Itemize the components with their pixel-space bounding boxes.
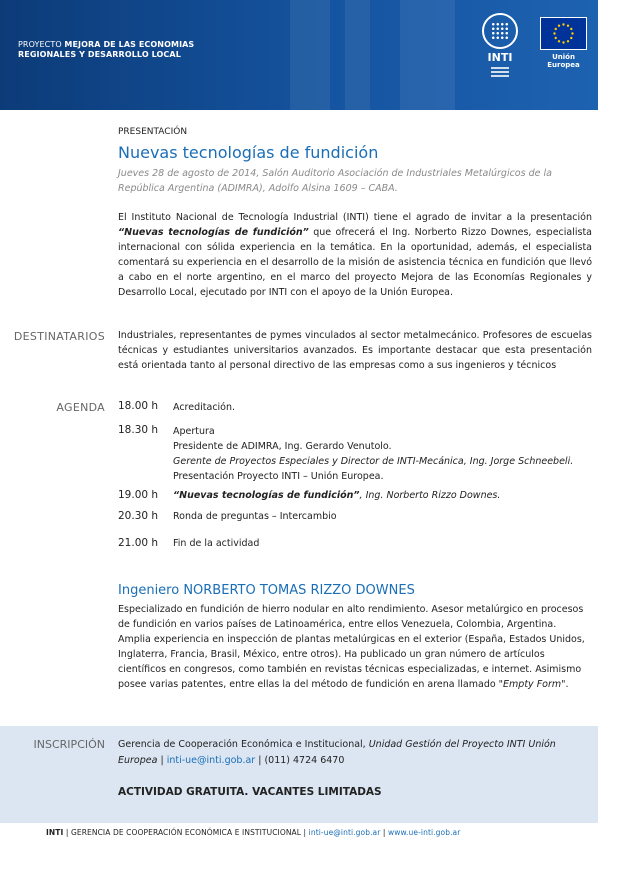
bio-title: Ingeniero NORBERTO TOMAS RIZZO DOWNES [118, 583, 415, 598]
label-inscripcion: INSCRIPCIÓN [33, 738, 105, 751]
destinatarios-text: Industriales, representantes de pymes vinculados al sector metalmecánico. Profesores de escuelas técnicas y estudiantes universitarios avanzados. Es importante destacar que esta presentación está orientada tanto al personal directivo de las empresas como a sus ingenieros y técnicos [118, 330, 592, 371]
agenda-item: “Nuevas tecnologías de fundición”, Ing. Norberto Rizzo Downes. [173, 490, 501, 501]
agenda-time: 20.30 h [118, 510, 159, 522]
eu-star-icon [567, 40, 569, 42]
registration-email-link[interactable]: inti-ue@inti.gob.ar [166, 755, 256, 766]
banner-decoration [345, 0, 370, 110]
eu-star-icon [555, 28, 557, 30]
footer-contact: INTI | GERENCIA DE COOPERACIÓN ECONÓMICA E INSTITUCIONAL | inti-ue@inti.gob.ar | www.ue-inti.gob.ar [46, 828, 461, 837]
eu-star-icon [553, 32, 555, 34]
agenda-time: 19.00 h [118, 489, 159, 501]
footer-email-link[interactable]: inti-ue@inti.gob.ar [308, 828, 381, 837]
intro-paragraph: El Instituto Nacional de Tecnología Industrial (INTI) tiene el agrado de invitar a la presentación “Nuevas tecnologías de fundición” que ofrecerá el Ing. Norberto Rizzo Downes, especialista internacional con sólida experiencia en la temática. En la oportunidad, además, el especialista comentará su experiencia en el desarrollo de la misión de asistencia técnica en fundición que llevó a cabo en el norte argentino, en el marco del proyecto Mejora de las Economías Regionales y Desarrollo Local, ejecutado por INTI con el apoyo de la Unión Europea. [118, 212, 592, 298]
registration-phone: (011) 4724 6470 [264, 755, 345, 766]
footer-web-link[interactable]: www.ue-inti.gob.ar [388, 828, 461, 837]
eu-star-icon [570, 37, 572, 39]
free-activity-notice: ACTIVIDAD GRATUITA. VACANTES LIMITADAS [118, 786, 382, 798]
agenda-item: Apertura Presidente de ADIMRA, Ing. Gerardo Venutolo. Gerente de Proyectos Especiales y Director de INTI-Mecánica, Ing. Jorge Schneebeli. Presentación Proyecto INTI – Unión Europea. [173, 426, 574, 482]
event-details: Jueves 28 de agosto de 2014, Salón Auditorio Asociación de Industriales Metalúrgicos de la República Argentina (ADIMRA), Adolfo Alsina 1609 – CABA. [118, 168, 552, 194]
project-name: PROYECTO MEJORA DE LAS ECONOMIAS REGIONALES Y DESARROLLO LOCAL [18, 40, 195, 59]
agenda-item: Fin de la actividad [173, 538, 260, 549]
eu-star-icon [555, 37, 557, 39]
eu-star-icon [558, 40, 560, 42]
inti-logo-text: INTI [487, 51, 513, 64]
eu-star-icon [570, 28, 572, 30]
eu-star-icon [571, 32, 573, 34]
label-destinatarios: DESTINATARIOS [13, 330, 105, 343]
agenda-time: 18.30 h [118, 424, 159, 436]
header-banner [0, 0, 598, 110]
page-title: Nuevas tecnologías de fundición [118, 143, 379, 162]
eu-flag-icon [540, 17, 587, 50]
bio-text: Especializado en fundición de hierro nodular en alto rendimiento. Asesor metalúrgico en procesos de fundición en varios países de Latinoamérica, entre ellos Venezuela, Colombia, Argentina. Amplia experiencia en inspección de plantas metalúrgicas en el exterior (España, Estados Unidos, Inglaterra, Francia, Brasil, México, entre otros). Ha publicado un gran número de artículos científicos en congresos, como también en revistas técnicas especializadas, e internet. Asimismo posee varias patentes, entre ellas la del método de fundición en arena llamado "Empty Form". [118, 604, 585, 690]
label-agenda: AGENDA [56, 401, 105, 414]
eu-logo [540, 17, 587, 69]
inti-logo [482, 13, 518, 79]
eu-star-icon [562, 23, 564, 25]
agenda-item: Ronda de preguntas – Intercambio [173, 511, 337, 522]
agenda-item: Acreditación. [173, 402, 236, 413]
eu-logo-text: Unión Europea [547, 53, 580, 69]
agenda-time: 21.00 h [118, 537, 159, 549]
eu-star-icon [567, 25, 569, 27]
eu-star-icon [562, 41, 564, 43]
agenda-time: 18.00 h [118, 400, 159, 412]
inti-logo-icon [482, 13, 518, 49]
eu-star-icon [558, 25, 560, 27]
registration-info: Gerencia de Cooperación Económica e Institucional, Unidad Gestión del Proyecto INTI Unión Europea | inti-ue@inti.gob.ar | (011) 4724 6470 [118, 739, 556, 766]
banner-decoration [290, 0, 330, 110]
banner-decoration [400, 0, 455, 110]
section-label-presentacion: PRESENTACIÓN [118, 127, 188, 137]
